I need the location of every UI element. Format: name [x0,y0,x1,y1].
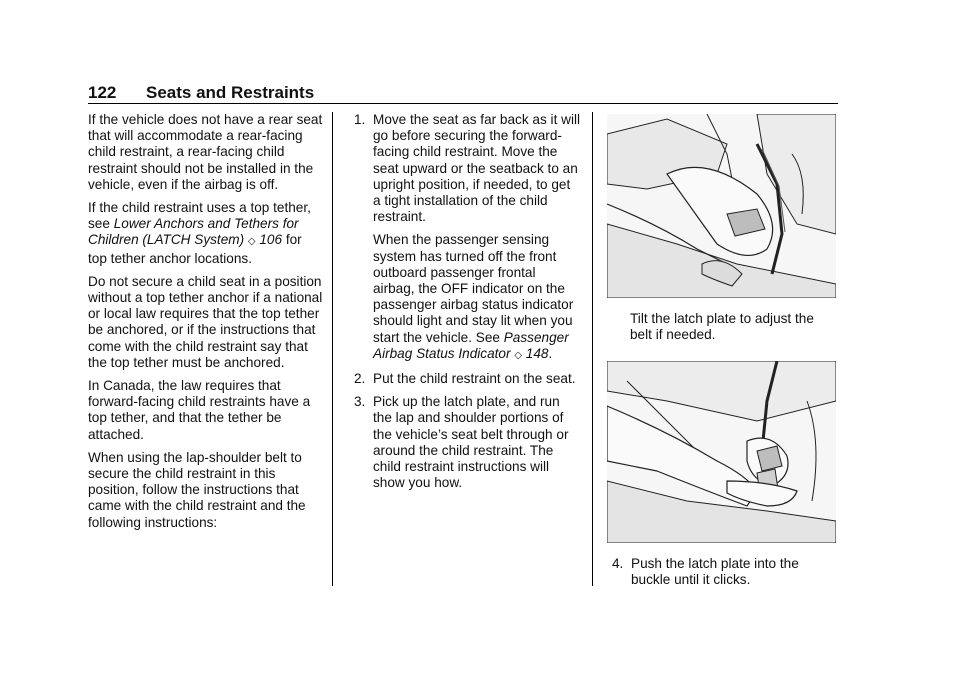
step-text: Put the child restraint on the seat. [373,371,576,387]
paragraph: When using the lap-shoulder belt to secure the child restraint in this position, follow the instructions that came with the child restraint and the following instructions: [88,449,306,530]
step-text: Pick up the latch plate, and run the lap and shoulder portions of the vehicle’s seat belt through or around the child restraint. The child restraint instructions will show you how. [373,394,569,491]
column-divider [592,112,593,586]
cross-reference-link[interactable]: Lower Anchors and Tethers for Children (LATCH System) [88,216,299,248]
column-divider [332,112,333,586]
text: If the child restraint uses a top tether, see [88,200,311,232]
latch-plate-buckle-illustration [607,361,836,543]
text: When the passenger sensing system has turned off the front outboard passenger frontal airbag, the OFF indicator on the passenger airbag status indicator should light and stay lit when you start the vehicle. See [373,232,574,345]
list-item [612,556,836,588]
step-4 [612,556,836,595]
column-2 [354,112,580,498]
step-note [354,232,580,364]
page-number: 122 [88,83,117,102]
paragraph [88,200,324,267]
page-ref-icon: ◇ [247,236,256,248]
list-item [354,371,580,387]
figure-caption: Tilt the latch plate to adjust the belt if needed. [630,311,814,343]
step-number: 4. [612,556,624,571]
list-item [354,394,580,491]
latch-plate-tilt-illustration [607,114,836,298]
step-text: Move the seat as far back as it will go before securing the forward-facing child restraint. Move the seat upward or the seatback to an upright position, if needed, to get a tight installation of the child restraint. [373,112,581,225]
text: . [548,345,553,361]
text: for top tether anchor locations. [88,232,302,266]
cross-reference-link[interactable]: Passenger Airbag Status Indicator [373,329,569,361]
page-ref-number[interactable]: 148 [525,345,549,361]
list-item [354,112,580,225]
step-number: 2. [354,371,366,387]
step-number: 3. [354,394,366,410]
header-rule [88,103,838,104]
paragraph: Do not secure a child seat in a position without a top tether anchor if a national or local law requires that the top tether be anchored, or if the instructions that come with the child restraint say that the top tether must be anchored. [88,273,323,370]
section-title: Seats and Restraints [146,83,315,102]
page-ref-number[interactable]: 106 [259,232,283,248]
paragraph: In Canada, the law requires that forward-facing child restraints have a top tether, and that the tether be attached. [88,378,311,442]
paragraph: If the vehicle does not have a rear seat that will accommodate a rear-facing child restraint, a rear-facing child restraint should not be installed in the vehicle, even if the airbag is off. [88,112,323,192]
step-number: 1. [354,112,366,127]
column-1 [88,112,324,538]
page-header [88,80,838,104]
step-text: Push the latch plate into the buckle until it clicks. [631,556,799,588]
page-ref-icon: ◇ [514,349,523,361]
